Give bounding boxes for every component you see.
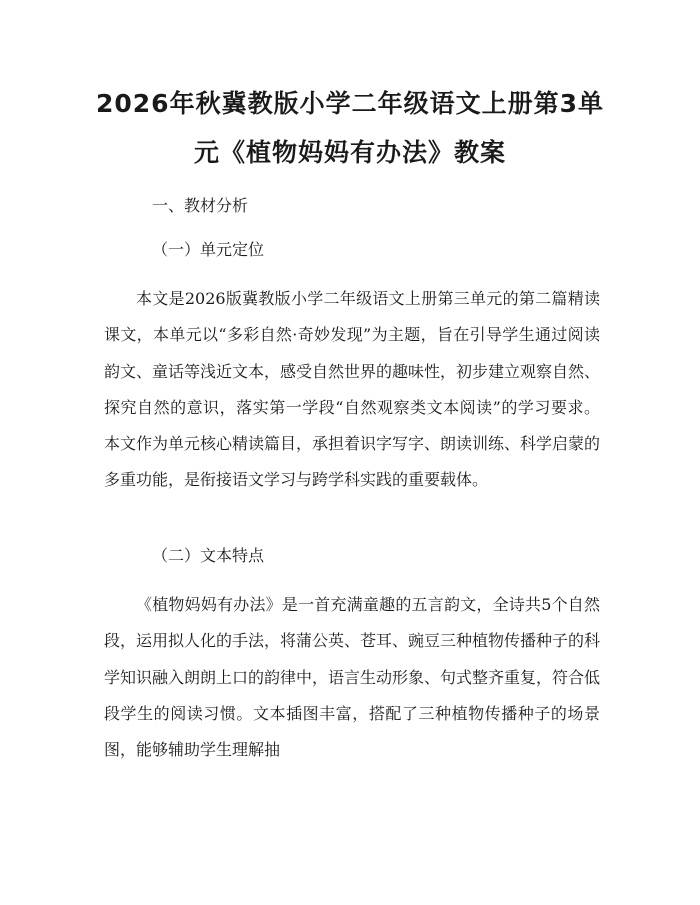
subsection-heading-unit-positioning: （一）单元定位 (152, 240, 265, 259)
paragraph-unit-positioning: 本文是2026版冀教版小学二年级语文上册第三单元的第二篇精读课文，本单元以“多彩自然·奇妙发现”为主题，旨在引导学生通过阅读韵文、童话等浅近文本，感受自然世界的趣味性，初步建立观察自然、探究自然的意识，落实第一学段“自然观察类文本阅读”的学习要求。本文作为单元核心精读篇目，承担着识字写字、朗读训练、科学启蒙的多重功能，是衔接语文学习与跨学科实践的重要载体。 (104, 289, 601, 490)
paragraph-text-features: 《植物妈妈有办法》是一首充满童趣的五言韵文，全诗共5个自然段，运用拟人化的手法，将蒲公英、苍耳、豌豆三种植物传播种子的科学知识融入朗朗上口的韵律中，语言生动形象、句式整齐重复，符合低段学生的阅读习惯。文本插图丰富，搭配了三种植物传播种子的场景图，能够辅助学生理解抽 (104, 595, 601, 760)
section-heading-textbook-analysis: 一、教材分析 (152, 196, 249, 215)
subsection-heading-text-features: （二）文本特点 (152, 546, 265, 565)
document-title-line-2: 元《植物妈妈有办法》教案 (193, 138, 506, 167)
document-title-line-1: 2026年秋冀教版小学二年级语文上册第3单 (96, 89, 604, 118)
